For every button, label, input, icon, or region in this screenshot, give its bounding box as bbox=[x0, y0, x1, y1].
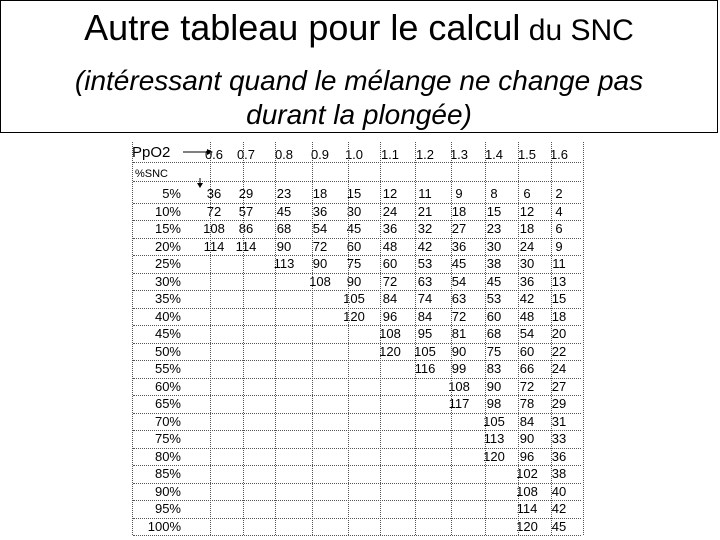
table-cell: 72 bbox=[206, 203, 222, 219]
ppo2-header-value: 0.6 bbox=[204, 147, 224, 162]
snc-percent-label: 85% bbox=[154, 466, 181, 481]
table-cell: 90 bbox=[346, 273, 362, 289]
table-left-border bbox=[132, 142, 133, 535]
table-cell: 120 bbox=[343, 308, 365, 324]
table-row-divider bbox=[133, 308, 581, 309]
table-cell: 68 bbox=[486, 326, 502, 341]
snc-percent-label: 80% bbox=[154, 448, 181, 464]
table-cell: 27 bbox=[451, 221, 467, 236]
table-cell: 66 bbox=[519, 361, 535, 376]
ppo2-header-value: 1.3 bbox=[449, 147, 469, 162]
table-cell: 32 bbox=[417, 221, 433, 236]
table-cell: 60 bbox=[486, 308, 502, 324]
table-cell: 72 bbox=[451, 308, 467, 324]
table-cell: 18 bbox=[519, 221, 535, 236]
table-cell: 114 bbox=[203, 238, 225, 254]
table-column-divider bbox=[485, 142, 486, 535]
table-cell: 30 bbox=[346, 203, 362, 219]
table-cell: 24 bbox=[551, 361, 567, 376]
table-cell: 23 bbox=[276, 186, 292, 201]
table-row-divider bbox=[133, 465, 581, 466]
table-cell: 78 bbox=[519, 396, 535, 411]
table-cell: 63 bbox=[451, 291, 467, 306]
table-cell: 48 bbox=[382, 238, 398, 254]
header-snc-label: %SNC bbox=[135, 168, 169, 180]
snc-percent-label: 30% bbox=[154, 273, 181, 289]
table-row-divider bbox=[133, 360, 581, 361]
table-cell: 96 bbox=[519, 448, 535, 464]
table-cell: 95 bbox=[417, 326, 433, 341]
ppo2-header-value: 0.7 bbox=[236, 147, 256, 162]
table-cell: 98 bbox=[486, 396, 502, 411]
table-row-divider bbox=[133, 413, 581, 414]
table-column-divider bbox=[312, 142, 313, 535]
snc-percent-label: 95% bbox=[154, 501, 181, 516]
table-cell: 108 bbox=[379, 326, 401, 341]
table-cell: 15 bbox=[551, 291, 567, 306]
table-cell: 60 bbox=[346, 238, 362, 254]
table-cell: 105 bbox=[414, 343, 436, 359]
table-cell: 45 bbox=[346, 221, 362, 236]
ppo2-header-value: 1.0 bbox=[344, 147, 364, 162]
table-cell: 120 bbox=[483, 448, 505, 464]
table-cell: 105 bbox=[343, 291, 365, 306]
table-cell: 36 bbox=[206, 186, 222, 201]
table-cell: 36 bbox=[312, 203, 328, 219]
table-cell: 29 bbox=[551, 396, 567, 411]
table-column-divider bbox=[380, 142, 381, 535]
table-cell: 90 bbox=[519, 431, 535, 446]
table-cell: 108 bbox=[516, 483, 538, 499]
table-cell: 9 bbox=[455, 186, 463, 201]
table-cell: 72 bbox=[382, 273, 398, 289]
table-cell: 120 bbox=[516, 518, 538, 534]
table-cell: 96 bbox=[382, 308, 398, 324]
ppo2-header-value: 1.4 bbox=[484, 147, 504, 162]
snc-percent-label: 45% bbox=[154, 326, 181, 341]
table-row-divider bbox=[133, 483, 581, 484]
table-row-divider bbox=[133, 535, 581, 536]
table-cell: 45 bbox=[276, 203, 292, 219]
table-cell: 36 bbox=[519, 273, 535, 289]
table-cell: 18 bbox=[312, 186, 328, 201]
table-cell: 15 bbox=[346, 186, 362, 201]
table-row-divider bbox=[133, 518, 581, 519]
table-cell: 99 bbox=[451, 361, 467, 376]
title-main-small: du SNC bbox=[520, 14, 634, 47]
snc-percent-label: 25% bbox=[154, 256, 181, 271]
table-cell: 36 bbox=[451, 238, 467, 254]
table-cell: 42 bbox=[519, 291, 535, 306]
snc-percent-label: 5% bbox=[162, 186, 181, 201]
table-column-divider bbox=[275, 142, 276, 535]
table-cell: 40 bbox=[551, 483, 567, 499]
snc-percent-label: 50% bbox=[154, 343, 181, 359]
table-cell: 9 bbox=[555, 238, 563, 254]
table-row-divider bbox=[133, 500, 581, 501]
table-cell: 4 bbox=[555, 203, 563, 219]
table-cell: 18 bbox=[551, 308, 567, 324]
table-cell: 90 bbox=[276, 238, 292, 254]
title-box bbox=[0, 0, 718, 133]
table-row-divider bbox=[133, 325, 581, 326]
table-cell: 120 bbox=[379, 343, 401, 359]
table-cell: 31 bbox=[551, 413, 567, 429]
subtitle-line-1: (intéressant quand le mélange ne change pas bbox=[74, 65, 644, 96]
table-cell: 74 bbox=[417, 291, 433, 306]
table-cell: 81 bbox=[451, 326, 467, 341]
table-cell: 30 bbox=[486, 238, 502, 254]
ppo2-header-value: 1.6 bbox=[549, 147, 569, 162]
ppo2-header-value: 1.5 bbox=[517, 147, 537, 162]
table-cell: 63 bbox=[417, 273, 433, 289]
table-cell: 90 bbox=[451, 343, 467, 359]
table-cell: 8 bbox=[490, 186, 498, 201]
table-row-divider bbox=[133, 378, 581, 379]
table-column-divider bbox=[415, 142, 416, 535]
header-ppo2-label: PpO2 bbox=[132, 144, 171, 161]
ppo2-header-value: 0.9 bbox=[310, 147, 330, 162]
table-cell: 60 bbox=[382, 256, 398, 271]
ppo2-header-value: 0.8 bbox=[274, 147, 294, 162]
table-row-divider bbox=[133, 162, 581, 163]
table-cell: 75 bbox=[486, 343, 502, 359]
table-row-divider bbox=[133, 448, 581, 449]
table-cell: 45 bbox=[486, 273, 502, 289]
table-cell: 90 bbox=[486, 378, 502, 394]
snc-percent-label: 60% bbox=[154, 378, 181, 394]
snc-percent-label: 10% bbox=[154, 203, 181, 219]
table-cell: 114 bbox=[516, 501, 538, 516]
table-cell: 114 bbox=[235, 238, 257, 254]
table-row-divider bbox=[133, 238, 581, 239]
table-cell: 42 bbox=[417, 238, 433, 254]
table-column-divider bbox=[583, 142, 584, 535]
table-cell: 18 bbox=[451, 203, 467, 219]
table-cell: 13 bbox=[551, 273, 567, 289]
table-cell: 68 bbox=[276, 221, 292, 236]
table-cell: 11 bbox=[552, 256, 566, 271]
table-cell: 60 bbox=[519, 343, 535, 359]
table-cell: 36 bbox=[551, 448, 567, 464]
table-cell: 21 bbox=[417, 203, 433, 219]
table-row-divider bbox=[133, 395, 581, 396]
table-row-divider bbox=[133, 255, 581, 256]
table-column-divider bbox=[348, 142, 349, 535]
title-main: Autre tableau pour le calcul bbox=[84, 7, 521, 48]
table-cell: 38 bbox=[551, 466, 567, 481]
table-cell: 24 bbox=[382, 203, 398, 219]
table-cell: 6 bbox=[523, 186, 531, 201]
table-cell: 30 bbox=[519, 256, 535, 271]
table-cell: 86 bbox=[238, 221, 254, 236]
table-cell: 117 bbox=[448, 396, 470, 411]
table-cell: 57 bbox=[238, 203, 254, 219]
snc-percent-label: 40% bbox=[154, 308, 181, 324]
table-cell: 116 bbox=[414, 361, 436, 376]
table-cell: 54 bbox=[519, 326, 535, 341]
table-cell: 113 bbox=[483, 431, 505, 446]
ppo2-header-value: 1.2 bbox=[415, 147, 435, 162]
table-cell: 36 bbox=[382, 221, 398, 236]
table-row-divider bbox=[133, 203, 581, 204]
table-cell: 45 bbox=[451, 256, 467, 271]
table-cell: 12 bbox=[519, 203, 535, 219]
table-cell: 48 bbox=[519, 308, 535, 324]
table-cell: 53 bbox=[417, 256, 433, 271]
snc-percent-label: 70% bbox=[154, 413, 181, 429]
table-cell: 15 bbox=[486, 203, 502, 219]
table-cell: 38 bbox=[486, 256, 502, 271]
table-cell: 105 bbox=[483, 413, 505, 429]
table-cell: 2 bbox=[555, 186, 563, 201]
page-title bbox=[1, 7, 717, 52]
table-cell: 42 bbox=[551, 501, 567, 516]
table-cell: 6 bbox=[555, 221, 563, 236]
table-cell: 54 bbox=[312, 221, 328, 236]
table-cell: 75 bbox=[346, 256, 362, 271]
table-row-divider bbox=[133, 273, 581, 274]
table-cell: 22 bbox=[551, 343, 567, 359]
snc-percent-label: 55% bbox=[154, 361, 181, 376]
table-row-divider bbox=[133, 430, 581, 431]
table-cell: 24 bbox=[519, 238, 535, 254]
table-cell: 108 bbox=[309, 273, 331, 289]
table-cell: 33 bbox=[551, 431, 567, 446]
table-cell: 84 bbox=[417, 308, 433, 324]
table-cell: 113 bbox=[273, 256, 295, 271]
table-cell: 53 bbox=[486, 291, 502, 306]
table-row-divider bbox=[133, 181, 581, 182]
snc-percent-label: 35% bbox=[154, 291, 181, 306]
snc-percent-label: 90% bbox=[154, 483, 181, 499]
table-cell: 54 bbox=[451, 273, 467, 289]
table-cell: 108 bbox=[203, 221, 225, 236]
table-cell: 83 bbox=[486, 361, 502, 376]
table-cell: 45 bbox=[551, 518, 567, 534]
ppo2-header-value: 1.1 bbox=[380, 147, 400, 162]
table-cell: 90 bbox=[312, 256, 328, 271]
subtitle-line-2: durant la plongée) bbox=[246, 99, 472, 130]
table-cell: 29 bbox=[238, 186, 254, 201]
snc-table bbox=[125, 140, 583, 540]
table-cell: 84 bbox=[519, 413, 535, 429]
table-cell: 108 bbox=[448, 378, 470, 394]
table-column-divider bbox=[551, 142, 552, 535]
table-column-divider bbox=[518, 142, 519, 535]
page-subtitle bbox=[1, 64, 717, 132]
snc-percent-label: 65% bbox=[154, 396, 181, 411]
table-column-divider bbox=[451, 142, 452, 535]
table-cell: 11 bbox=[418, 186, 432, 201]
snc-percent-label: 15% bbox=[154, 221, 181, 236]
table-cell: 20 bbox=[551, 326, 567, 341]
snc-percent-label: 20% bbox=[154, 238, 181, 254]
table-cell: 84 bbox=[382, 291, 398, 306]
table-row-divider bbox=[133, 343, 581, 344]
table-cell: 102 bbox=[516, 466, 538, 481]
table-cell: 23 bbox=[486, 221, 502, 236]
table-cell: 12 bbox=[382, 186, 398, 201]
table-row-divider bbox=[133, 220, 581, 221]
table-cell: 72 bbox=[312, 238, 328, 254]
table-cell: 27 bbox=[551, 378, 567, 394]
table-row-divider bbox=[133, 290, 581, 291]
table-column-divider bbox=[243, 142, 244, 535]
snc-percent-label: 100% bbox=[147, 518, 181, 534]
table-column-divider bbox=[210, 142, 211, 535]
table-cell: 72 bbox=[519, 378, 535, 394]
snc-percent-label: 75% bbox=[154, 431, 181, 446]
